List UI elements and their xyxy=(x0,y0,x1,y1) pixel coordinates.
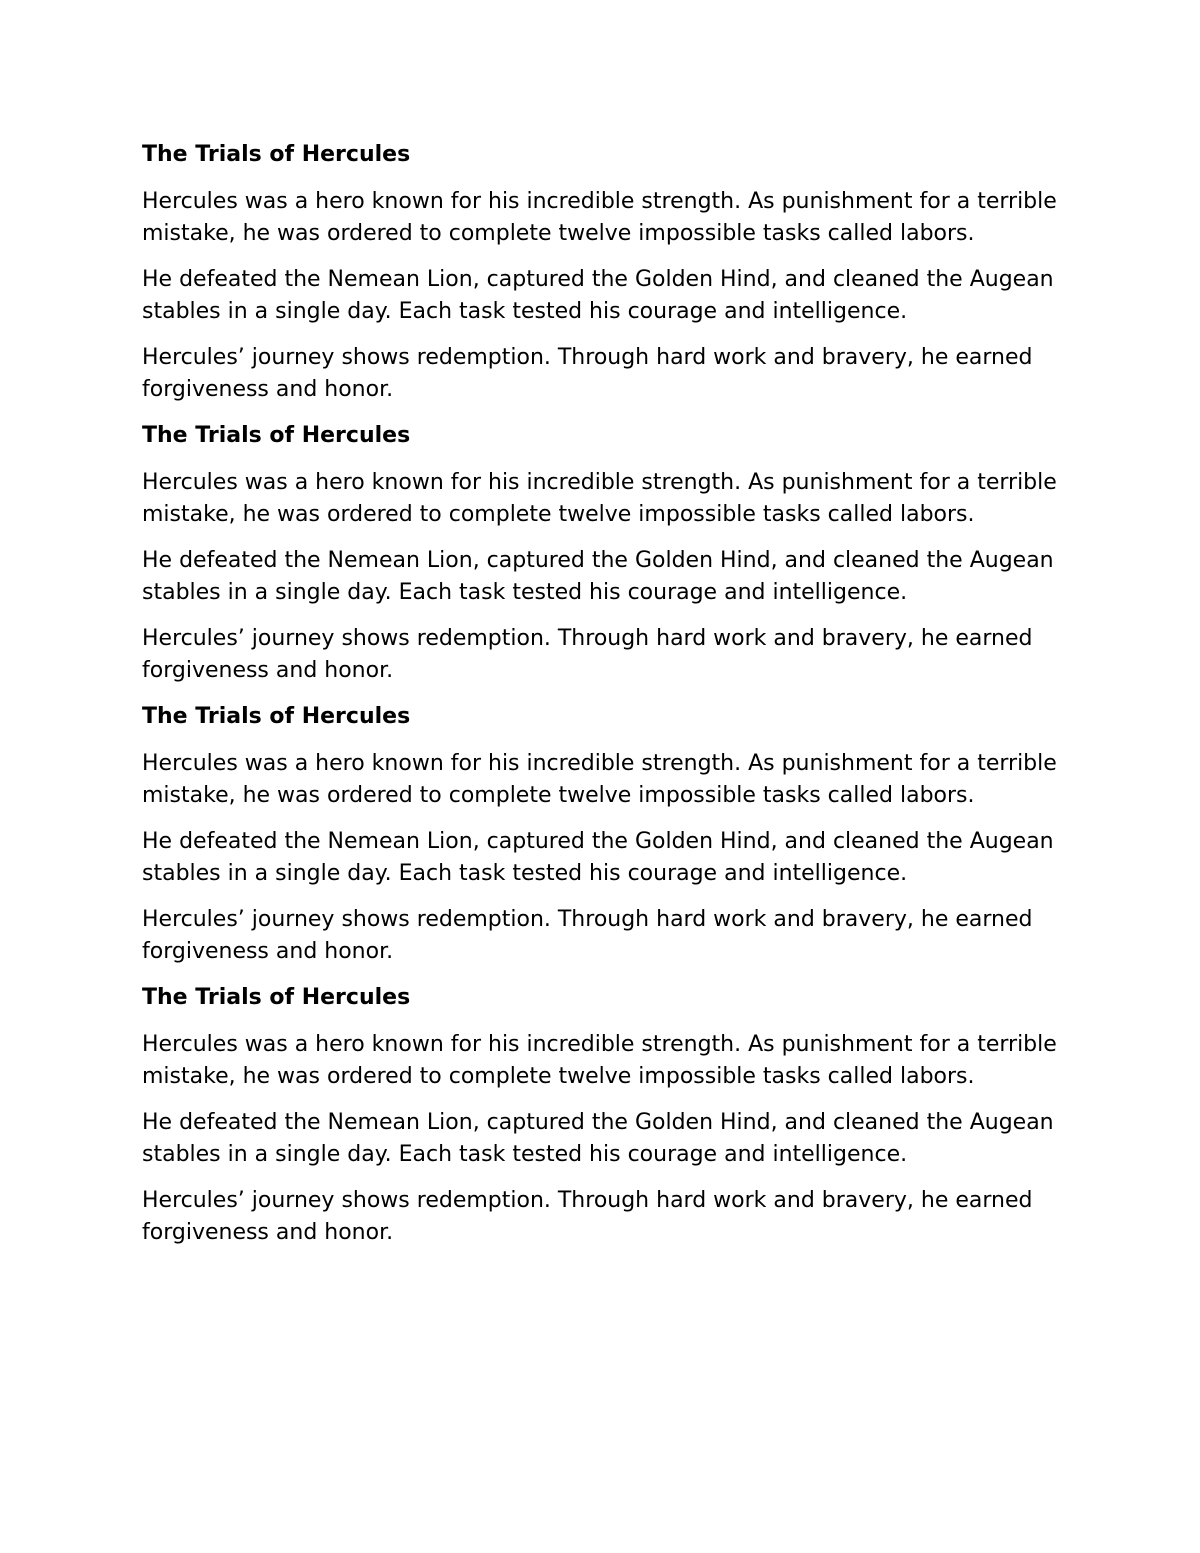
paragraph: Hercules’ journey shows redemption. Through hard work and bravery, he earned forgiveness and honor. xyxy=(142,345,1033,402)
paragraph: Hercules’ journey shows redemption. Through hard work and bravery, he earned forgiveness and honor. xyxy=(142,1188,1033,1245)
section-1 xyxy=(142,139,1072,405)
paragraph: Hercules was a hero known for his incredible strength. As punishment for a terrible mistake, he was ordered to complete twelve impossible tasks called labors. xyxy=(142,1032,1057,1089)
paragraph: Hercules was a hero known for his incredible strength. As punishment for a terrible mistake, he was ordered to complete twelve impossible tasks called labors. xyxy=(142,470,1057,527)
paragraph: He defeated the Nemean Lion, captured the Golden Hind, and cleaned the Augean stables in a single day. Each task tested his courage and intelligence. xyxy=(142,548,1054,605)
section-4 xyxy=(142,982,1072,1248)
section-title: The Trials of Hercules xyxy=(142,142,411,167)
section-2 xyxy=(142,420,1072,686)
paragraph: He defeated the Nemean Lion, captured the Golden Hind, and cleaned the Augean stables in a single day. Each task tested his courage and intelligence. xyxy=(142,1110,1054,1167)
paragraph: He defeated the Nemean Lion, captured the Golden Hind, and cleaned the Augean stables in a single day. Each task tested his courage and intelligence. xyxy=(142,267,1054,324)
section-title: The Trials of Hercules xyxy=(142,704,411,729)
section-title: The Trials of Hercules xyxy=(142,985,411,1010)
paragraph: Hercules was a hero known for his incredible strength. As punishment for a terrible mistake, he was ordered to complete twelve impossible tasks called labors. xyxy=(142,751,1057,808)
document-page xyxy=(142,139,1072,1263)
paragraph: Hercules’ journey shows redemption. Through hard work and bravery, he earned forgiveness and honor. xyxy=(142,626,1033,683)
paragraph: Hercules’ journey shows redemption. Through hard work and bravery, he earned forgiveness and honor. xyxy=(142,907,1033,964)
section-3 xyxy=(142,701,1072,967)
section-title: The Trials of Hercules xyxy=(142,423,411,448)
paragraph: He defeated the Nemean Lion, captured the Golden Hind, and cleaned the Augean stables in a single day. Each task tested his courage and intelligence. xyxy=(142,829,1054,886)
paragraph: Hercules was a hero known for his incredible strength. As punishment for a terrible mistake, he was ordered to complete twelve impossible tasks called labors. xyxy=(142,189,1057,246)
